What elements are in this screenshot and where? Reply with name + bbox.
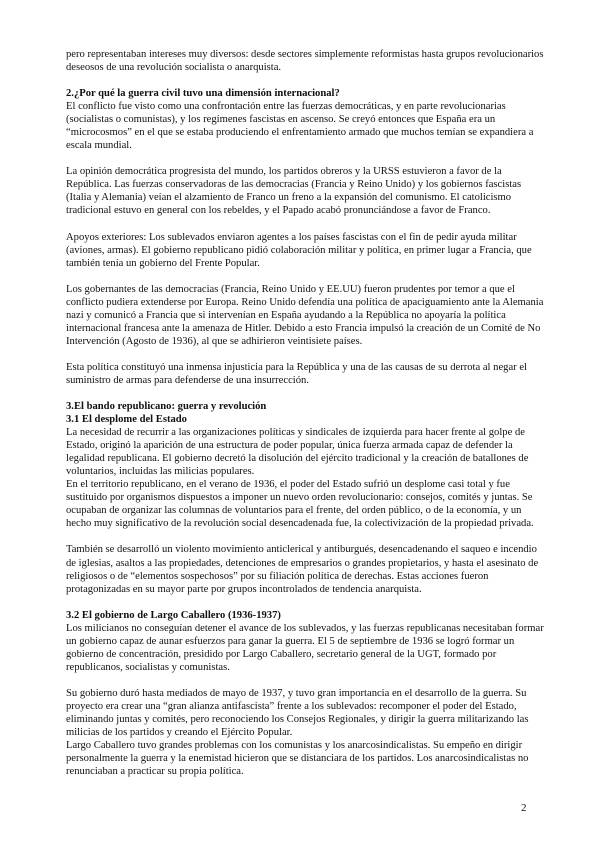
body-paragraph: Apoyos exteriores: Los sublevados enviaron agentes a los países fascistas con el fin de pedir ayuda militar (aviones, armas). El gobierno republicano pidió colaboración militar y política, en primer lugar a Francia, que también tenía un gobierno del Frente Popular. bbox=[66, 231, 532, 269]
page-number: 2 bbox=[521, 802, 527, 814]
body-paragraph: Su gobierno duró hasta mediados de mayo de 1937, y tuvo gran importancia en el desarrollo de la guerra. Su proyecto era crear una “gran alianza antifascista” frente a los sublevados: recomponer el poder del Estado, eliminando juntas y comités, pero reconociendo los Consejos Regionales, y dirigir la guerra militarizando las milicias de los partidos y creando el Ejército Popular. bbox=[66, 687, 529, 739]
section-heading: 2.¿Por qué la guerra civil tuvo una dimensión internacional? bbox=[66, 88, 340, 100]
body-paragraph: Los gobernantes de las democracias (Francia, Reino Unido y EE.UU) fueron prudentes por temor a que el conflicto pudiera extenderse por Europa. Reino Unido defendía una política de apaciguamiento ante la Alemania nazi y comunicó a Francia que si intervenían en España ayudando a la República no apoyaría la política internacional francesa ante la amenaza de Hitler. Debido a esto Francia impulsó la creación de un Comité de No Intervención (Agosto de 1936), al que se adhirieron veintisiete países. bbox=[66, 283, 544, 347]
section-heading: 3.1 El desplome del Estado bbox=[66, 414, 187, 426]
paragraph-spacer bbox=[66, 596, 544, 609]
paragraph-spacer bbox=[66, 387, 544, 400]
paragraph-spacer bbox=[66, 74, 544, 87]
body-paragraph: La necesidad de recurrir a las organizaciones políticas y sindicales de izquierda para hacer frente al golpe de Estado, originó la aparición de una estructura de poder popular, única fuerza armada capaz de defender la legalidad republicana. El gobierno decretó la disolución del ejército tradicional y la creación de batallones de voluntarios, incluidas las milicias populares. bbox=[66, 427, 529, 478]
body-paragraph: La opinión democrática progresista del mundo, los partidos obreros y la URSS estuvieron a favor de la República. Las fuerzas conservadoras de las democracias (Francia y Reino Unido) y los gobiernos fascistas (Italia y Alemania) veían el alzamiento de Franco un freno a la expansión del comunismo. El catolicismo tradicional estuvo en general con los rebeldes, y el Papado acabó pronunciándose a favor de Franco. bbox=[66, 166, 522, 217]
body-paragraph: En el territorio republicano, en el verano de 1936, el poder del Estado sufrió un desplome casi total y fue sustituido por organismos dispuestos a imponer un nuevo orden revolucionario: consejos, comités y juntas. Se ocupaban de organizar las columnas de voluntarios para el frente, del orden público, o de la economía, y un hecho muy significativo de la revolución social desencadenada fue, la colectivización de la propiedad privada. bbox=[66, 479, 534, 530]
paragraph-spacer bbox=[66, 348, 544, 361]
paragraph-spacer bbox=[66, 530, 544, 543]
body-paragraph: pero representaban intereses muy diversos: desde sectores simplemente reformistas hasta grupos revolucionarios deseosos de una revolución socialista o anarquista. bbox=[66, 49, 544, 74]
paragraph-spacer bbox=[66, 152, 544, 165]
body-paragraph: Largo Caballero tuvo grandes problemas con los comunistas y los anarcosindicalistas. Su empeño en dirigir personalmente la guerra y la enemistad hicieron que se distanciara de los partidos. Los anarcosindicalistas no renunciaban a practicar su propia política. bbox=[66, 740, 529, 778]
body-paragraph: También se desarrolló un violento movimiento anticlerical y antiburgués, desencadenando el saqueo e incendio de iglesias, asaltos a las propiedades, detenciones de empresarios o grandes propietarios, y hasta el asesinato de religiosos o de “elementos sospechosos” por su filiación política de derechas. Estas acciones fueron protagonizadas en su mayor parte por grupos incontrolados de tendencia anarquista. bbox=[66, 544, 539, 595]
section-heading: 3.El bando republicano: guerra y revolución bbox=[66, 400, 267, 412]
section-heading: 3.2 El gobierno de Largo Caballero (1936-1937) bbox=[66, 609, 281, 621]
paragraph-spacer bbox=[66, 218, 544, 231]
paragraph-spacer bbox=[66, 674, 544, 687]
paragraph-spacer bbox=[66, 270, 544, 283]
body-paragraph: El conflicto fue visto como una confrontación entre las fuerzas democráticas, y en parte revolucionarias (socialistas o comunistas), y los regímenes fascistas en ascenso. Se creyó entonces que España era un “microcosmos” en el que se estaba produciendo el enfrentamiento armado que muchos temían se expandiera a escala mundial. bbox=[66, 101, 534, 152]
body-paragraph: Los milicianos no conseguían detener el avance de los sublevados, y las fuerzas republicanas necesitaban formar un gobierno capaz de aunar esfuerzos para ganar la guerra. El 5 de septiembre de 1936 se logró formar un gobierno de concentración, presidido por Largo Caballero, secretario general de la UGT, formado por republicanos, socialistas y comunistas. bbox=[66, 622, 544, 673]
document-page bbox=[66, 48, 544, 778]
body-paragraph: Esta política constituyó una inmensa injusticia para la República y una de las causas de su derrota al negar el suministro de armas para defenderse de una insurrección. bbox=[66, 361, 527, 386]
